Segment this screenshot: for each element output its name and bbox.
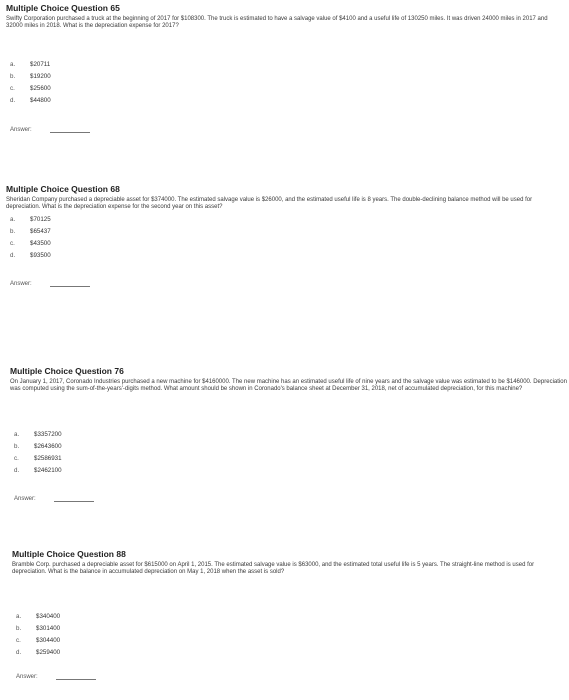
- option-b[interactable]: b. $65437: [10, 228, 51, 235]
- option-c[interactable]: c. $304400: [16, 637, 61, 644]
- answer-field[interactable]: [56, 679, 96, 680]
- question-text: Bramble Corp. purchased a depreciable asset for $615000 on April 1, 2015. The estimated salvage value is $63000, and the estimated total useful life is 5 years. The straight-line method is used for depreciation. What is the balance in accumulated depreciation on May 1, 2018 when the asset is sold?: [12, 562, 535, 576]
- question-title: Multiple Choice Question 76: [10, 366, 124, 376]
- option-d[interactable]: d. $2462100: [14, 467, 62, 474]
- option-a[interactable]: a. $340400: [16, 613, 61, 620]
- option-d[interactable]: d. $259400: [16, 649, 61, 656]
- option-value: $340400: [36, 613, 61, 620]
- option-b[interactable]: b. $301400: [16, 625, 61, 632]
- option-d[interactable]: d. $44800: [10, 97, 51, 104]
- option-value: $301400: [36, 625, 61, 632]
- option-value: $2462100: [34, 467, 62, 474]
- option-value: $44800: [30, 97, 51, 104]
- question-title: Multiple Choice Question 68: [6, 184, 120, 194]
- option-a[interactable]: a. $70125: [10, 216, 51, 223]
- answer-row: [14, 496, 94, 502]
- option-d[interactable]: d. $93500: [10, 252, 51, 259]
- option-value: $20711: [30, 61, 51, 68]
- answer-row: [16, 674, 96, 680]
- question-title: Multiple Choice Question 88: [12, 549, 126, 559]
- option-c[interactable]: c. $25600: [10, 85, 51, 92]
- option-value: $2643600: [34, 443, 62, 450]
- answer-field[interactable]: [50, 132, 90, 133]
- answer-field[interactable]: [50, 286, 90, 287]
- question-68: [6, 184, 562, 287]
- option-b[interactable]: b. $19200: [10, 73, 51, 80]
- option-value: $93500: [30, 252, 51, 259]
- answer-row: [10, 127, 90, 133]
- option-c[interactable]: c. $43500: [10, 240, 51, 247]
- options-list: [10, 214, 51, 262]
- option-value: $25600: [30, 85, 51, 92]
- question-text: Swifty Corporation purchased a truck at the beginning of 2017 for $108300. The truck is estimated to have a salvage value of $4100 and a useful life of 130250 miles. It was driven 24000 miles in 2017 and 32000 miles in 2018. What is the depreciation expense for 2017?: [6, 16, 548, 30]
- answer-field[interactable]: [54, 501, 94, 502]
- question-text: Sheridan Company purchased a depreciable asset for $374000. The estimated salvage value is $26000, and the estimated useful life is 8 years. The double-declining balance method will be used for depreciation. What is the depreciation expense for the second year on this asset?: [6, 197, 533, 211]
- option-b[interactable]: b. $2643600: [14, 443, 62, 450]
- options-list: [16, 611, 60, 659]
- question-76: [6, 366, 567, 502]
- option-value: $70125: [30, 216, 51, 223]
- answer-label: Answer:: [14, 496, 36, 502]
- option-value: $304400: [36, 637, 61, 644]
- option-value: $43500: [30, 240, 51, 247]
- option-a[interactable]: a. $3357200: [14, 431, 62, 438]
- question-title: Multiple Choice Question 65: [6, 3, 120, 13]
- options-list: [14, 429, 62, 477]
- answer-label: Answer:: [10, 127, 32, 133]
- option-value: $3357200: [34, 431, 62, 438]
- answer-row: [10, 281, 90, 287]
- question-88: [6, 549, 562, 680]
- answer-label: Answer:: [10, 281, 32, 287]
- option-value: $19200: [30, 73, 51, 80]
- option-c[interactable]: c. $2586931: [14, 455, 62, 462]
- option-a[interactable]: a. $20711: [10, 61, 51, 68]
- answer-label: Answer:: [16, 674, 38, 680]
- question-65: [6, 3, 562, 133]
- option-value: $2586931: [34, 455, 62, 462]
- options-list: [10, 59, 51, 107]
- option-value: $65437: [30, 228, 51, 235]
- option-value: $259400: [36, 649, 61, 656]
- question-text: On January 1, 2017, Coronado Industries purchased a new machine for $4160000. The new machine has an estimated useful life of nine years and the salvage value was estimated to be $146000. Depreciation was computed using the sum-of-the-years'-digits method. What amount should be shown in Coronado's balance sheet at December 31, 2018, net of accumulated depreciation, for this machine?: [10, 379, 567, 393]
